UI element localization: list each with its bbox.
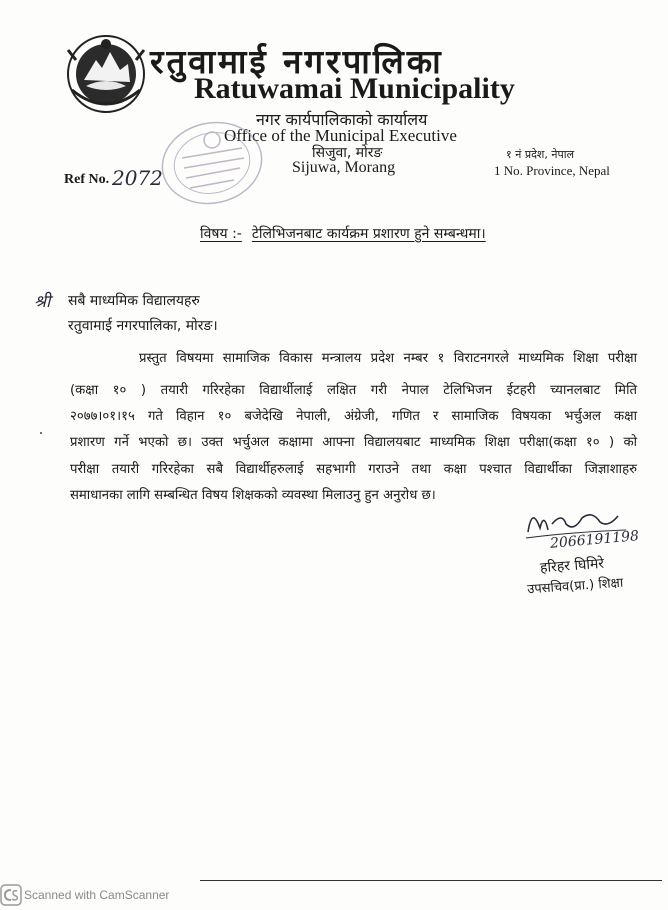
signature-date: 2066191198	[549, 528, 640, 552]
municipal-round-seal-icon	[156, 118, 268, 208]
body-line: परीक्षा तयारी गरिरहेका सबै विद्यार्थीहरुलाई सहभागी गराउने तथा कक्षा पश्चात विद्यार्थीका जिज्ञाशाहरु	[70, 462, 637, 477]
reference-label: Ref No.	[64, 172, 110, 187]
watermark-text: Scanned with CamScanner	[24, 888, 170, 902]
scan-speck	[40, 432, 42, 434]
subject-label: विषय :-	[200, 226, 242, 242]
province-english: 1 No. Province, Nepal	[494, 163, 610, 178]
place-nepali: सिजुवा, मोरङ	[312, 145, 383, 161]
subject-line	[200, 224, 486, 243]
signatory-name: हरिहर घिमिरे	[539, 555, 605, 577]
municipality-name-nepali: रतुवामाई नगरपालिका	[150, 42, 444, 81]
camscanner-logo-icon	[0, 884, 22, 906]
office-name-english: Office of the Municipal Executive	[224, 126, 457, 145]
subject-text: टेलिभिजनबाट कार्यक्रम प्रशारण हुने सम्बन्धमा।	[251, 226, 486, 242]
body-line: समाधानका लागि सम्बन्धित विषय शिक्षकको व्यवस्था मिलाउनु हुन अनुरोध छ।	[70, 488, 436, 503]
nepal-government-emblem-icon	[62, 30, 150, 116]
province-nepali: १ नं प्रदेश, नेपाल	[506, 148, 575, 161]
office-name-nepali: नगर कार्यपालिकाको कार्यालय	[256, 110, 428, 129]
body-line: प्रशारण गर्ने भएको छ। उक्त भर्चुअल कक्षामा आफ्ना विद्यालयबाट माध्यमिक शिक्षा परीक्षा(कक्षा १० ) को	[70, 435, 637, 450]
municipality-name-english: Ratuwamai Municipality	[194, 72, 515, 105]
place-english: Sijuwa, Morang	[292, 159, 396, 176]
recipient-line-2: रतुवामाई नगरपालिका, मोरङ।	[68, 318, 218, 334]
recipient-honorific: श्री	[34, 292, 51, 312]
body-line: प्रस्तुत विषयमा सामाजिक विकास मन्त्रालय प्रदेश नम्बर १ विराटनगरले माध्यमिक शिक्षा परीक्षा	[139, 351, 637, 366]
recipient-line-1: सबै माध्यमिक विद्यालयहरु	[68, 293, 200, 309]
scanner-watermark	[0, 883, 169, 907]
body-line: २०७७।०१।१५ गते विहान १० बजेदेखि नेपाली, अंग्रेजी, गणित र सामाजिक विषयका भर्चुअल कक्षा	[70, 409, 637, 424]
body-line: (कक्षा १० ) तयारी गरिरहेका विद्यार्थीलाई लक्षित गरी नेपाल टेलिभिजन ईटहरी च्यानलबाट मिति	[70, 383, 637, 398]
reference-number: 2072	[112, 166, 163, 190]
signatory-title: उपसचिव(प्रा.) शिक्षा	[526, 575, 624, 598]
bottom-divider	[200, 880, 662, 881]
